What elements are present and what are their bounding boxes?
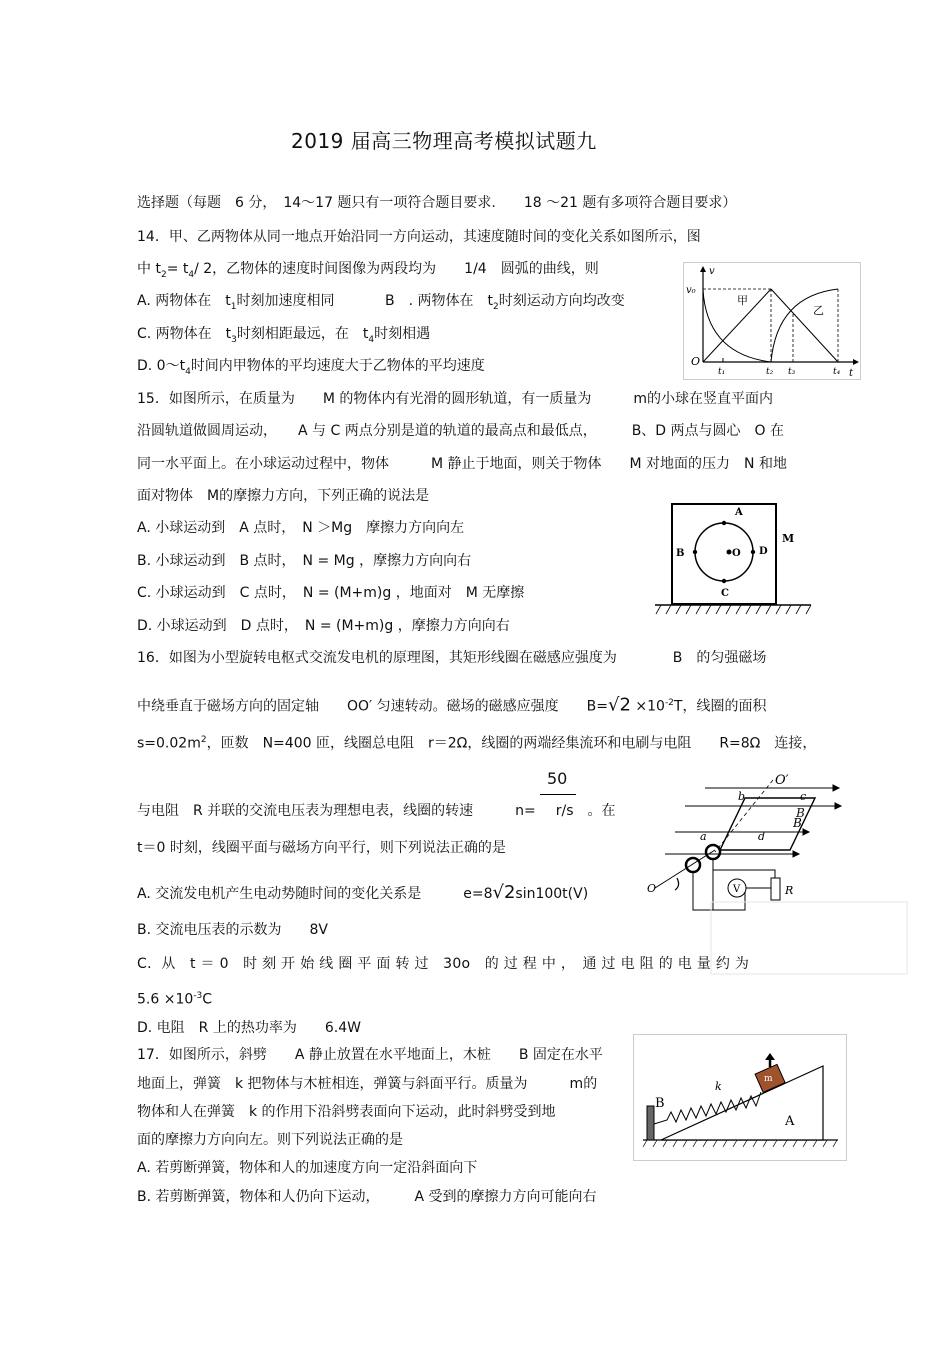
q16-option-c-line-2: $5.6 \times 10^{-3}C$ <box>137 991 213 1008</box>
q16-stem-line-4: 与电阻 R 并联的交流电压表为理想电表，线圈的转速 n= r/s 。在 <box>137 803 616 819</box>
axis-t-label: t <box>849 368 854 379</box>
point-c-label: C <box>721 588 729 599</box>
point-a-label: A <box>735 507 743 518</box>
field-b-label-upper: B <box>796 806 805 820</box>
q16-speed-fraction-numerator: 50 <box>547 769 568 788</box>
q16-generator-figure <box>645 770 910 980</box>
spring-k-label: k <box>715 1080 722 1093</box>
q14-option-c: C. 两物体在 $t_3$时刻相距最远，在 $t_4$时刻相遇 <box>137 326 431 345</box>
center-o-label: O <box>732 548 741 559</box>
q15-option-d: D. 小球运动到 D 点时， N = (M+m)g ，摩擦力方向向右 <box>137 618 510 634</box>
q15-circular-track-figure <box>655 488 815 628</box>
q17-stem-line-3: 物体和人在弹簧 k 的作用下沿斜劈表面向下运动，此时斜劈受到地 <box>137 1104 556 1120</box>
q16-stem-line-1: 16．如图为小型旋转电枢式交流发电机的原理图，其矩形线圈在磁感应强度为 B 的匀强磁场 <box>137 650 767 666</box>
q15-option-a: A. 小球运动到 A 点时， N ＞Mg 摩擦力方向向左 <box>137 520 465 536</box>
fraction-bar <box>540 794 576 795</box>
axis-o-prime-label: O′ <box>775 773 789 788</box>
axis-o-label: O <box>647 882 657 895</box>
t4-label: t₄ <box>833 367 841 377</box>
q14-option-a: A. 两物体在 $t_1$时刻加速度相同 <box>137 293 335 312</box>
v0-label: v₀ <box>686 285 696 296</box>
point-b-label: B <box>676 548 685 559</box>
q15-stem-line-2: 沿圆轨道做圆周运动， A 与 C 两点分别是道的轨道的最高点和最低点， B、D 两点与圆心 O 在 <box>137 423 785 439</box>
q15-option-c: C. 小球运动到 C 点时， N = (M+m)g ，地面对 M 无摩擦 <box>137 585 525 601</box>
resistor-label: R <box>785 884 794 897</box>
q17-stem-line-4: 面的摩擦力方向向左。则下列说法正确的是 <box>137 1132 403 1148</box>
voltmeter-label: V <box>733 884 741 895</box>
corner-b-label: b <box>738 790 746 803</box>
page-title: 2019 届高三物理高考模拟试题九 <box>291 129 597 153</box>
q17-stem-line-1: 17．如图所示，斜劈 A 静止放置在水平地面上，木桩 B 固定在水平 <box>137 1047 603 1063</box>
wedge-a-label: A <box>785 1114 795 1129</box>
q16-option-c-line-1: C．从 t ＝ 0 时 刻 开 始 线 圈 平 面 转 过 30o 的 过 程 中 ， 通 过 电 阻 的 电 量 约 为 <box>137 956 750 972</box>
block-m-label: m <box>764 1074 773 1084</box>
mass-m-label: M <box>782 532 795 545</box>
corner-d-label: d <box>758 830 766 843</box>
corner-c-label: c <box>800 790 807 803</box>
section-intro: 选择题（每题 6 分， 14～17 题只有一项符合题目要求. 18 ～21 题有多项符合题目要求） <box>137 195 737 211</box>
q17-stem-line-2: 地面上，弹簧 k 把物体与木桩相连，弹簧与斜面平行。质量为 m的 <box>137 1076 598 1092</box>
t1-label: t₁ <box>718 367 726 377</box>
q16-stem-line-3: $s=0.02m^2$，匝数 N=400 匝，线圈总电阻 r＝2Ω，线圈的两端经集流环和电刷与电阻 R=8Ω 连接， <box>137 735 817 752</box>
corner-a-label: a <box>700 830 707 843</box>
yi-label: 乙 <box>813 304 824 317</box>
q16-option-b: B. 交流电压表的示数为 8V <box>137 922 328 938</box>
q14-stem-line-2: 中 $t_2= t_4/$ 2，乙物体的速度时间图像为两段均为 1/4 圆弧的曲线，则 <box>137 261 599 280</box>
q16-option-a: A. 交流发电机产生电动势随时间的变化关系是 e=8√2sin100t(V) <box>137 882 589 903</box>
q15-option-b: B. 小球运动到 B 点时， N = Mg ，摩擦力方向向右 <box>137 553 472 569</box>
q14-stem-line-1: 14．甲、乙两物体从同一地点开始沿同一方向运动，其速度随时间的变化关系如图所示，图 <box>137 229 701 245</box>
q16-stem-line-2: 中绕垂直于磁场方向的固定轴 OO′ 匀速转动。磁场的磁感应强度 $B=√2 \times 10^{-2}T$，线圈的面积 <box>137 694 767 716</box>
q15-stem-line-3: 同一水平面上。在小球运动过程中，物体 M 静止于地面，则关于物体 M 对地面的压力 N 和地 <box>137 456 787 472</box>
q17-option-a: A. 若剪断弹簧，物体和人的加速度方向一定沿斜面向下 <box>137 1160 478 1176</box>
q14-option-b: B . 两物体在 $t_2$时刻运动方向均改变 <box>385 293 625 312</box>
post-b-label: B <box>655 1096 665 1111</box>
field-b-label: B <box>793 816 802 830</box>
q17-option-b: B. 若剪断弹簧，物体和人仍向下运动， A 受到的摩擦力方向可能向右 <box>137 1189 597 1205</box>
point-d-label: D <box>759 546 768 557</box>
q14-option-d: D. $0\sim t_4$时间内甲物体的平均速度大于乙物体的平均速度 <box>137 358 485 377</box>
origin-label: O <box>691 355 701 368</box>
axis-v-label: v <box>709 266 715 277</box>
t3-label: t₃ <box>788 367 796 377</box>
q16-stem-line-5: t＝0 时刻，线圈平面与磁场方向平行，则下列说法正确的是 <box>137 840 506 856</box>
q15-stem-line-1: 15．如图所示，在质量为 M 的物体内有光滑的圆形轨道，有一质量为 m的小球在竖直平面内 <box>137 391 773 407</box>
t2-label: t₂ <box>766 367 774 377</box>
q15-stem-line-4: 面对物体 M的摩擦力方向，下列正确的说法是 <box>137 488 430 504</box>
jia-label: 甲 <box>737 294 748 307</box>
q16-option-d: D. 电阻 R 上的热功率为 6.4W <box>137 1020 361 1036</box>
q17-incline-figure <box>633 1034 848 1162</box>
q14-velocity-time-figure <box>683 262 861 380</box>
